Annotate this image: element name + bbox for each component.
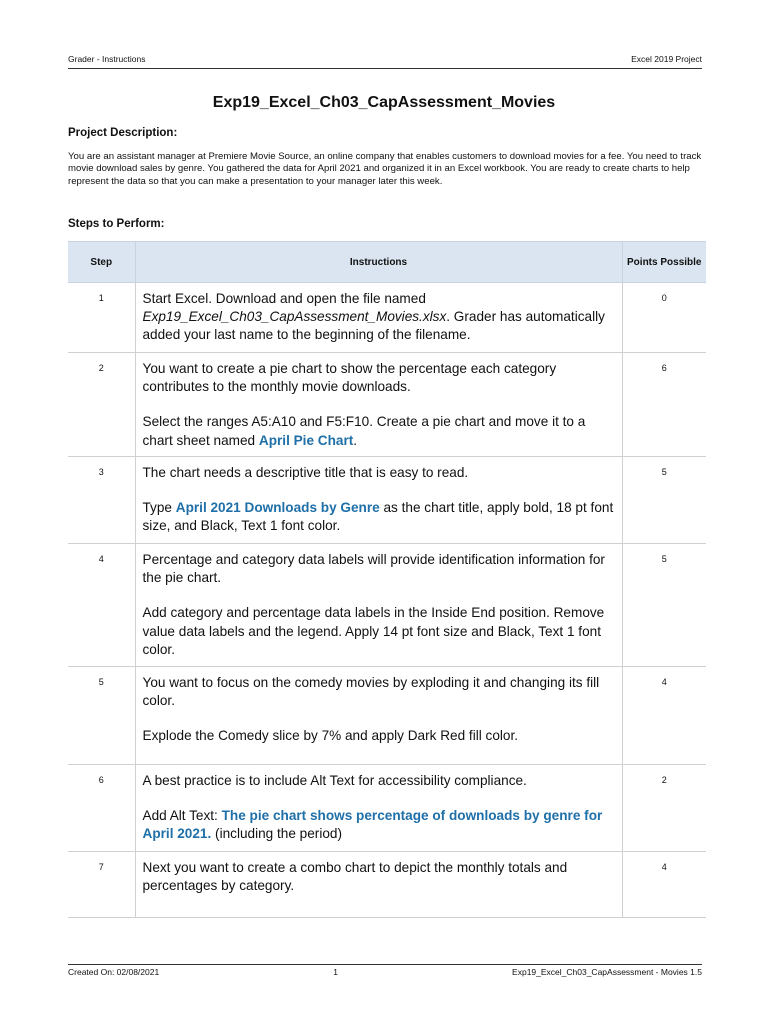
step-points: 5 (622, 544, 706, 667)
page-footer (68, 964, 702, 977)
highlight-text: The pie chart shows percentage of downloads by genre for April 2021. (142, 808, 603, 842)
table-row (68, 544, 706, 667)
table-row (68, 353, 706, 457)
step-points: 5 (622, 457, 706, 544)
step-number: 6 (68, 765, 135, 852)
project-description-heading: Project Description: (68, 127, 178, 139)
steps-table (68, 241, 706, 918)
step-instructions: You want to focus on the comedy movies by exploding it and changing its fill color. Explode the Comedy slice by 7% and apply Dark Red fill color. (135, 667, 622, 765)
table-row (68, 852, 706, 918)
step-number: 5 (68, 667, 135, 765)
step-instructions: Start Excel. Download and open the file named Exp19_Excel_Ch03_CapAssessment_Movies.xlsx. Grader has automatically added your last name to the beginning of the filename. (135, 283, 622, 353)
step-number: 1 (68, 283, 135, 353)
step-points: 0 (622, 283, 706, 353)
document-title: Exp19_Excel_Ch03_CapAssessment_Movies (212, 94, 556, 111)
table-row (68, 457, 706, 544)
instructions-column-header: Instructions (135, 242, 622, 283)
table-row (68, 667, 706, 765)
header-left: Grader - Instructions (68, 54, 146, 64)
step-instructions: A best practice is to include Alt Text for accessibility compliance. Add Alt Text: The pie chart shows percentage of downloads by genre for April 2021. (including the period) (135, 765, 622, 852)
step-number: 4 (68, 544, 135, 667)
project-description-text: You are an assistant manager at Premiere Movie Source, an online company that enables customers to download movies for a fee. You need to track movie download sales by genre. You gathered the data for April 2021 and organized it in an Excel workbook. You are ready to create charts to help represent the data so that you can make a presentation to your manager later this week. (68, 151, 702, 187)
steps-heading: Steps to Perform: (68, 218, 165, 230)
footer-created-date: Created On: 02/08/2021 (68, 967, 160, 977)
step-points: 4 (622, 667, 706, 765)
highlight-text: April Pie Chart (258, 432, 354, 448)
step-instructions: The chart needs a descriptive title that is easy to read. Type April 2021 Downloads by Genre as the chart title, apply bold, 18 pt font size, and Black, Text 1 font color. (135, 457, 622, 544)
step-number: 2 (68, 353, 135, 457)
step-points: 4 (622, 852, 706, 918)
step-number: 7 (68, 852, 135, 918)
step-column-header: Step (68, 242, 135, 283)
step-instructions: Next you want to create a combo chart to depict the monthly totals and percentages by category. (135, 852, 622, 918)
page-header (68, 54, 702, 69)
step-instructions: Percentage and category data labels will provide identification information for the pie chart. Add category and percentage data labels in the Inside End position. Remove value data labels and the legend. Apply 14 pt font size and Black, Text 1 font color. (135, 544, 622, 667)
step-instructions: You want to create a pie chart to show the percentage each category contributes to the monthly movie downloads. Select the ranges A5:A10 and F5:F10. Create a pie chart and move it to a chart sheet named April Pie Chart. (135, 353, 622, 457)
table-row (68, 283, 706, 353)
file-name: Exp19_Excel_Ch03_CapAssessment_Movies.xlsx (142, 309, 447, 325)
step-points: 6 (622, 353, 706, 457)
step-points: 2 (622, 765, 706, 852)
highlight-text: April 2021 Downloads by Genre (175, 500, 380, 516)
table-header-row (68, 242, 706, 283)
header-right: Excel 2019 Project (631, 54, 702, 64)
points-column-header: Points Possible (622, 242, 706, 283)
footer-document-id: Exp19_Excel_Ch03_CapAssessment - Movies 1.5 (512, 967, 702, 977)
footer-page-number: 1 (333, 967, 338, 977)
table-row (68, 765, 706, 852)
step-number: 3 (68, 457, 135, 544)
